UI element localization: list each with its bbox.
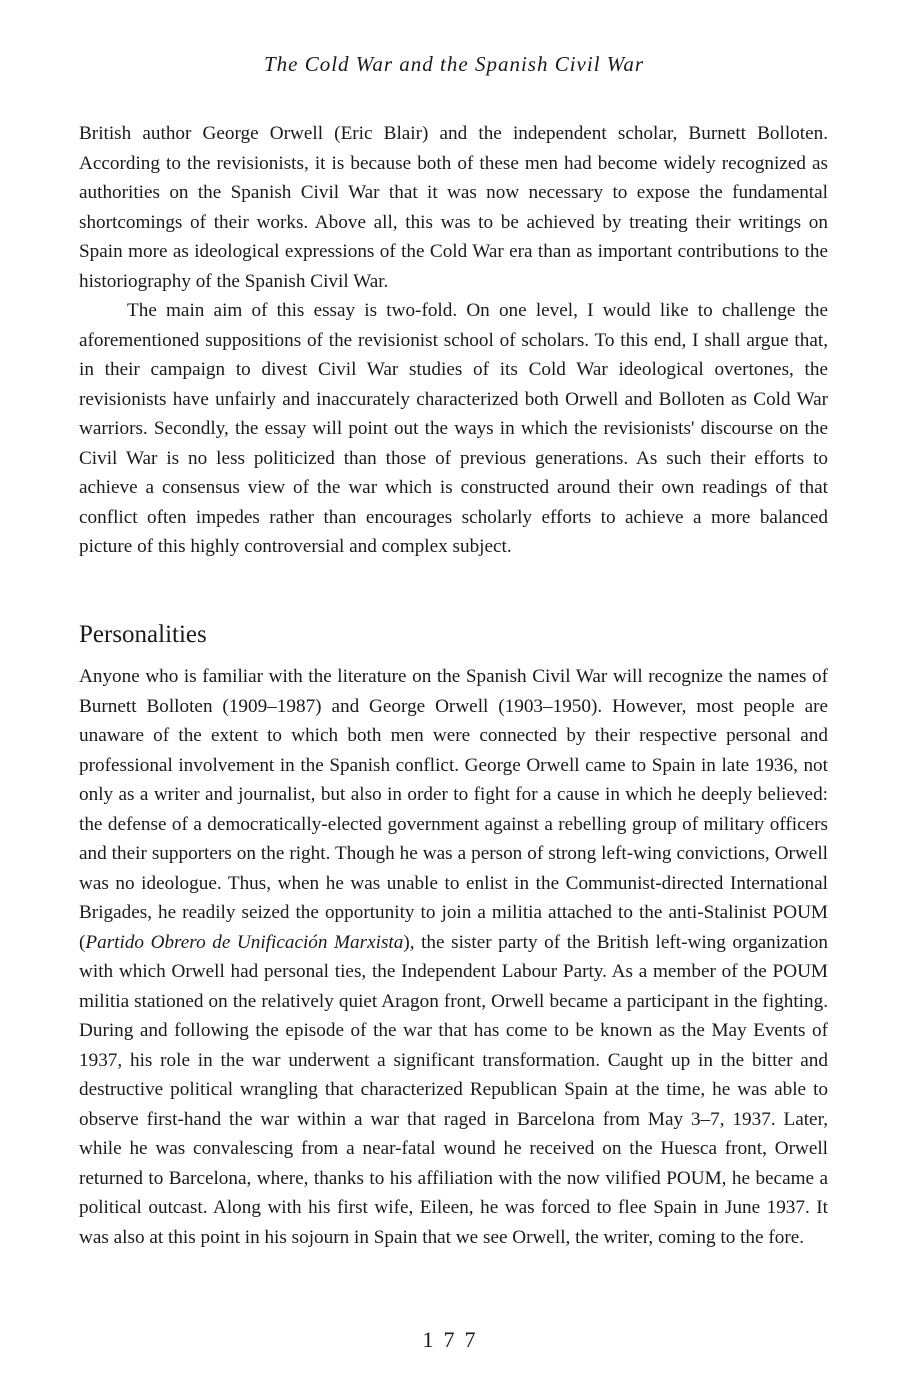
page-number: 177 (422, 1327, 486, 1352)
personalities-paragraph (79, 662, 828, 1252)
section-heading: Personalities (79, 621, 207, 648)
intro-paragraph-2: The main aim of this essay is two-fold. On one level, I would like to challenge the aforementioned suppositions of the revisionist school of scholars. To this end, I shall argue that, in their campaign to divest Civil War studies of its Cold War ideological overtones, the revisionists have unfairly and inaccurately characterized both Orwell and Bolloten as Cold War warriors. Secondly, the essay will point out the ways in which the revisionists' discourse on the Civil War is no less politicized than those of previous generations. As such their efforts to achieve a consensus view of the war which is constructed around their own readings of that conflict often impedes rather than encourages scholarly efforts to achieve a more balanced picture of this highly controversial and complex subject. (79, 300, 828, 557)
personalities-text-block (79, 662, 828, 1252)
intro-paragraph-1: British author George Orwell (Eric Blair) and the independent scholar, Burnett Bolloten. According to the revisionists, it is because both of these men had become widely recognized as authorities on the Spanish Civil War that it was now necessary to expose the fundamental shortcomings of their works. Above all, this was to be achieved by treating their writings on Spain more as ideological expressions of the Cold War era than as important contributions to the historiography of the Spanish Civil War. (79, 123, 828, 292)
running-head: The Cold War and the Spanish Civil War (263, 52, 645, 76)
paragraph-text-part-1: Anyone who is familiar with the literature on the Spanish Civil War will recognize the names of Burnett Bolloten (1909–1987) and George Orwell (1903–1950). However, most people are unaware of the extent to which both men were connected by their respective personal and professional involvement in the Spanish conflict. George Orwell came to Spain in late 1936, not only as a writer and journalist, but also in order to fight for a cause in which he deeply believed: the defense of a democratically-elected government against a rebelling group of military officers and their supporters on the right. Though he was a person of strong left-wing convictions, Orwell was no ideologue. Thus, when he was unable to enlist in the Communist-directed International Brigades, he readily seized the opportunity to join a militia attached to the anti-Stalinist POUM ( (79, 666, 828, 953)
poum-full-name-italic: Partido Obrero de Unificación Marxista (85, 931, 404, 953)
intro-text-block (79, 119, 828, 562)
paragraph-text-part-2: ), the sister party of the British left-wing organization with which Orwell had personal ties, the Independent Labour Party. As a member of the POUM militia stationed on the relatively quiet Aragon front, Orwell became a participant in the fighting. During and following the episode of the war that has come to be known as the May Events of 1937, his role in the war underwent a significant transformation. Caught up in the bitter and destructive political wrangling that characterized Republican Spain at the time, he was able to observe first-hand the war within a war that raged in Barcelona from May 3–7, 1937. Later, while he was convalescing from a near-fatal wound he received on the Huesca front, Orwell returned to Barcelona, where, thanks to his affiliation with the now vilified POUM, he became a political outcast. Along with his first wife, Eileen, he was forced to flee Spain in June 1937. It was also at this point in his sojourn in Spain that we see Orwell, the writer, coming to the fore. (79, 931, 828, 1248)
